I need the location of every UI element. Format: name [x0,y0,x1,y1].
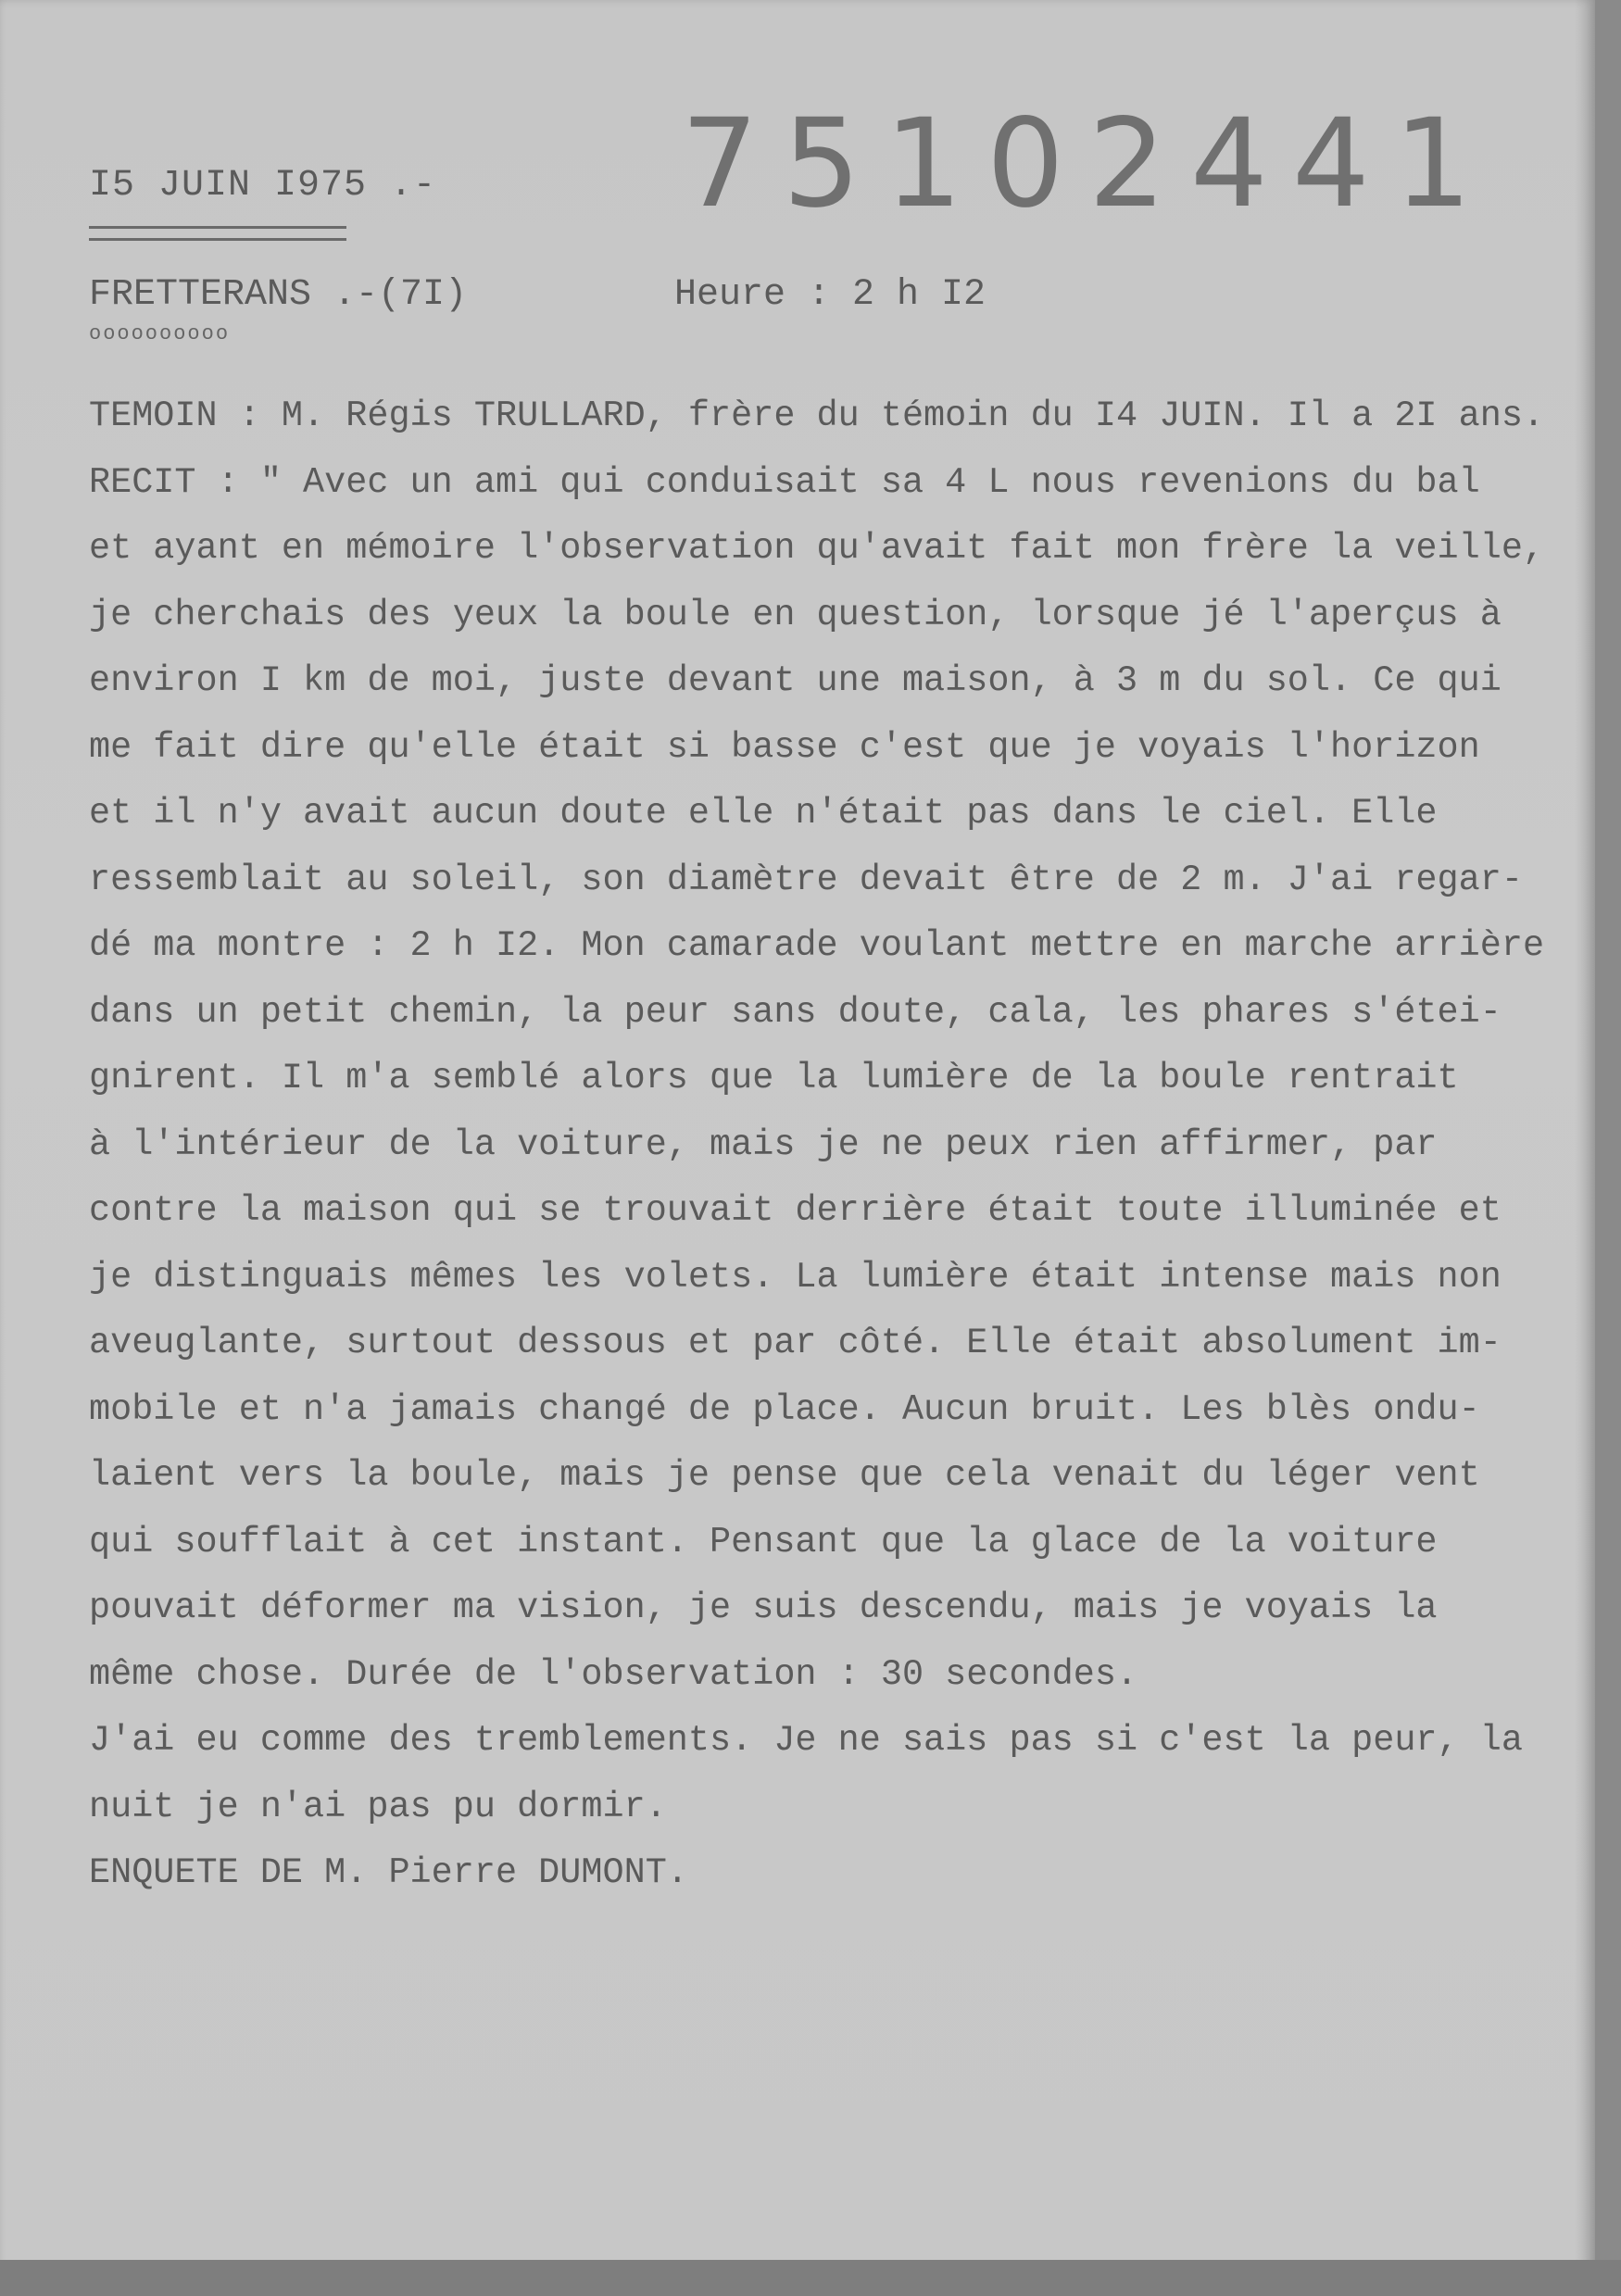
text-line: et ayant en mémoire l'observation qu'avait fait mon frère la veille, [89,528,1545,569]
case-number-stamp: 75102441 [681,93,1496,235]
text-line: je distinguais mêmes les volets. La lumière était intense mais non [89,1256,1502,1298]
time-heading: Heure : 2 h I2 [674,274,986,316]
text-line: dans un petit chemin, la peur sans doute, cala, les phares s'étei- [89,991,1502,1033]
text-line: nuit je n'ai pas pu dormir. [89,1786,667,1827]
text-line: contre la maison qui se trouvait derrière était toute illuminée et [89,1190,1502,1231]
date-underline [89,226,346,241]
text-line: qui soufflait à cet instant. Pensant que la glace de la voiture [89,1521,1438,1562]
text-line: mobile et n'a jamais changé de place. Aucun bruit. Les blès ondu- [89,1388,1480,1430]
text-line: me fait dire qu'elle était si basse c'est que je voyais l'horizon [89,726,1480,768]
location-heading: FRETTERANS .-(7I) [89,274,468,316]
text-line: ressemblait au soleil, son diamètre devait être de 2 m. J'ai regar- [89,859,1523,900]
text-line: TEMOIN : M. Régis TRULLARD, frère du témoin du I4 JUIN. Il a 2I ans. [89,395,1545,436]
text-line: gnirent. Il m'a semblé alors que la lumière de la boule rentrait [89,1058,1459,1098]
text-line: RECIT : " Avec un ami qui conduisait sa 4 L nous revenions du bal [89,461,1480,503]
text-line: même chose. Durée de l'observation : 30 secondes. [89,1653,1138,1695]
scan-bottom-border [0,2260,1621,2296]
text-line: je cherchais des yeux la boule en question, lorsque jé l'aperçus à [89,594,1502,635]
text-line: aveuglante, surtout dessous et par côté. Elle était absolument im- [89,1323,1502,1363]
text-line: à l'intérieur de la voiture, mais je ne peux rien affirmer, par [89,1123,1438,1165]
location-underline: oooooooooo [89,322,231,345]
report-body [89,383,1580,1907]
text-line: pouvait déformer ma vision, je suis descendu, mais je voyais la [89,1587,1438,1628]
report-date: I5 JUIN I975 .- [89,165,437,207]
text-line: J'ai eu comme des tremblements. Je ne sais pas si c'est la peur, la [89,1720,1523,1761]
text-line: dé ma montre : 2 h I2. Mon camarade voulant mettre en marche arrière [89,925,1545,966]
text-line: environ I km de moi, juste devant une maison, à 3 m du sol. Ce qui [89,660,1502,701]
text-line: et il n'y avait aucun doute elle n'était pas dans le ciel. Elle [89,793,1438,834]
investigator-signoff: ENQUETE DE M. Pierre DUMONT. [89,1852,688,1893]
text-line: laient vers la boule, mais je pense que cela venait du léger vent [89,1455,1480,1496]
